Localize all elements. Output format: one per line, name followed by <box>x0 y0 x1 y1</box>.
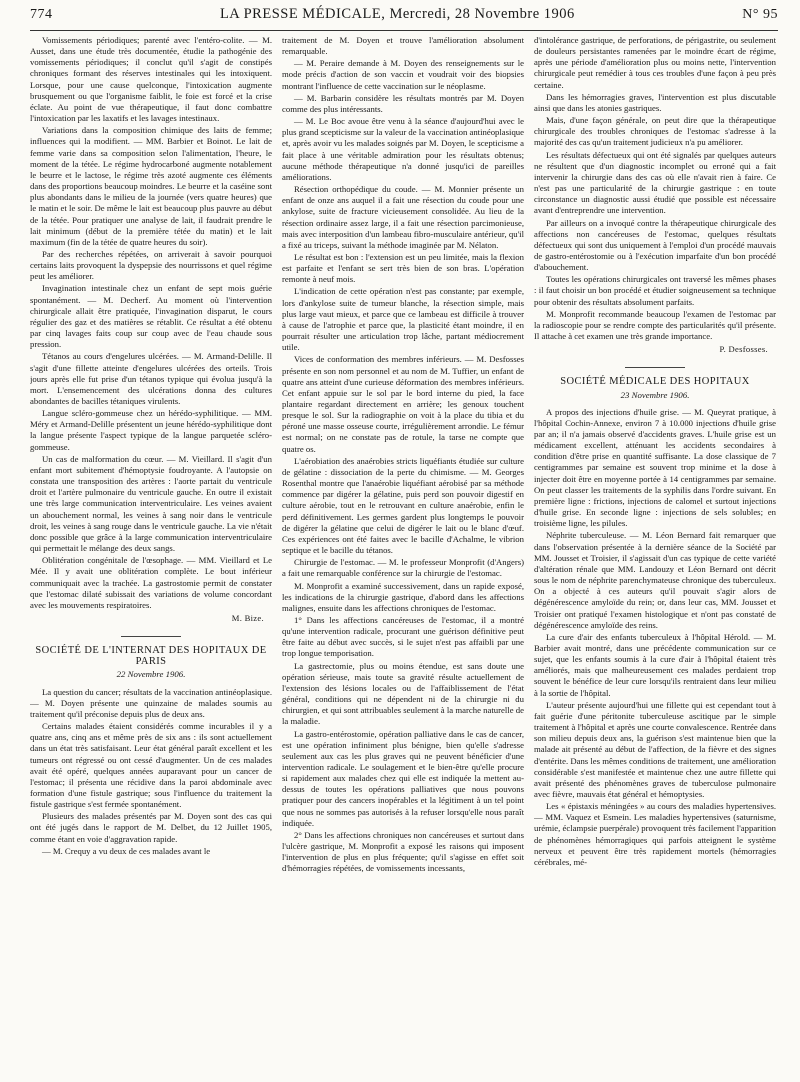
paragraph: 2° Dans les affections chroniques non cancéreuses et surtout dans l'ulcère gastrique, M. Monprofit a exposé les raisons qui imposent l'intervention de plus en plus fréquente; qu'il s'agisse en effet soit d'hémorragies répétées, de vomissements incessants, <box>282 829 524 874</box>
paragraph: Mais, d'une façon générale, on peut dire que la thérapeutique chirurgicale des troubles chroniques de l'estomac s'adresse à la majorité des cas qu'un traitement judicieux n'a pu améliorer. <box>534 115 776 148</box>
paragraph: Variations dans la composition chimique des laits de femme; influences qui la modifient. — MM. Barbier et Boinot. Le lait de femme varie dans sa composition selon l'alimentation, l'heure, le moment de la tétée. Le régime hydrocarboné augmente notablement le beurre et le lactose, le régime très azoté augmente ces éléments dans des proportions beaucoup moindres. Le beurre et la caséine sont plus abondants dans le milieu de la journée (vers quatre heures) que le matin et le soir. De même le lait est beaucoup plus pauvre au début de la tétée. Pour pratiquer une analyse de lait, il faudrait prendre le lait minimum (début de la première tétée du matin) et le lait maximum (fin de la tétée de quatre heures du soir). <box>30 125 272 247</box>
paragraph: Par des recherches répétées, on arriverait à savoir pourquoi certains laits provoquent la dyspepsie des nourrissons et quel régime peut les améliorer. <box>30 248 272 282</box>
section-heading: SOCIÉTÉ DE L'INTERNAT DES HOPITAUX DE PARIS <box>35 645 267 668</box>
paragraph: Les « épistaxis méningées » au cours des maladies hypertensives. — MM. Vaquez et Esmein. Les maladies hypertensives (saturnisme, urémie, éclampsie puerpérale) provoquent très facilement l'apparition de phénomènes hémorragiques qui parfois atteignent le système nerveux et peuvent être très rapidement mortels (hémorragies cérébrales, mé- <box>534 801 776 867</box>
section-header <box>534 367 776 400</box>
column-3 <box>534 35 776 1075</box>
paragraph: — M. Barbarin considère les résultats montrés par M. Doyen comme des plus intéressants. <box>282 92 524 114</box>
paragraph: Par ailleurs on a invoqué contre la thérapeutique chirurgicale des affections non cancéreuses de l'estomac, quelques résultats défectueux qui sont dus uniquement à l'emploi d'un procédé mauvais de gastro-entérostomie ou à l'exécution imparfaite d'un bon procédé d'abouchement. <box>534 217 776 273</box>
paragraph: — M. Crequy a vu deux de ces malades avant le <box>42 845 211 856</box>
paragraph: Un cas de malformation du cœur. — M. Vieillard. Il s'agit d'un enfant mort subitement d'hémoptysie foudroyante. A l'autopsie on constata une transposition des artères : l'aorte partait du ventricule droit et l'artère pulmonaire du ventricule gauche. En outre il existait une très large communication interventriculaire. Les veines avaient un abouchement normal, les veines à sang noir dans le ventricule droit, les veines à sang rouge dans le ventricule gauche. La vie n'était donc possible que grâce à la large communication interventriculaire qui permettait le mélange des deux sangs. <box>30 453 272 554</box>
column-2 <box>282 35 524 1075</box>
section-rule <box>121 636 181 637</box>
article-columns <box>30 35 778 1075</box>
paragraph: d'intolérance gastrique, de perforations, de périgastrite, ou seulement de douleurs persistantes ramenées par le moindre écart de régime, après une période d'amélioration plus ou moins nette, l'intervention chirurgicale peut remédier à tous ces troubles d'une façon à peu près certaine. <box>534 35 776 90</box>
paragraph: Dans les hémorragies graves, l'intervention est plus discutable ainsi que dans les atonies gastriques. <box>534 91 776 113</box>
paragraph: La cure d'air des enfants tuberculeux à l'hôpital Hérold. — M. Barbier avait montré, dans une précédente communication sur ce sujet, que les enfants soumis à la cure d'air à l'hôpital étaient très améliorés, mais que malheureusement ces malades perdaient trop souvent le bénéfice de leur cure lorsqu'ils rentraient dans leur milieu à la sortie de l'hôpital. <box>534 631 776 698</box>
paragraph: La gastro-entérostomie, opération palliative dans le cas de cancer, est une opération infiniment plus bénigne, bien qu'elle s'adresse seulement aux cas les plus graves qui ne peuvent bénéficier d'une intervention radicale. Le soulagement et le bien-être qu'elle procure si rapidement aux malades chez qui elle est indiquée la mettent au-dessus de toutes les opérations palliatives que nous pouvons pratiquer pour des cancers inopérables et la légitiment à un tel point que nous ne sommes pas autorisés à la refuser lorsqu'elle nous paraît indiquée. <box>282 728 524 828</box>
paragraph: Oblitération congénitale de l'œsophage. — MM. Vieillard et Le Mée. Il y avait une oblitération complète. Le bout inférieur communiquait avec la trachée. La gastrostomie permit de constater que l'estomac dilaté subissait des variations de volume concordant avec les mouvements respiratoires. <box>30 555 272 610</box>
column-1 <box>30 35 272 1075</box>
paragraph: M. Monprofit a examiné successivement, dans un rapide exposé, les indications de la chirurgie gastrique, d'abord dans les affections malignes, ensuite dans les affections chroniques de l'estomac. <box>282 580 524 613</box>
section-date: 22 Novembre 1906. <box>116 669 186 680</box>
page-number: 774 <box>30 7 53 22</box>
paragraph: Invagination intestinale chez un enfant de sept mois guérie spontanément. — M. Decherf. Au moment où l'intervention chirurgicale allait être pratiquée, l'invagination disparut, le cours régulier des gaz et des matières se rétablit. Ce résultat a été obtenu par cinq lavages faits coup sur coup avec de l'eau chaude sous pression. <box>30 283 272 350</box>
issue-number: N° 95 <box>742 7 778 22</box>
paragraph: Vomissements périodiques; parenté avec l'entéro-colite. — M. Ausset, dans une étude très documentée, étudie la pathogénie des vomissements périodiques; il conclut qu'il s'agit de constipés chroniques formant des réserves intestinales qui les intoxiquent. Lorsque, pour une cause quelconque, l'intoxication augmente brusquement ou que l'organisme faiblit, le foie est forcé et la crise éclate. Au point de vue thérapeutique, il faut donc combattre l'intoxication par les laxatifs et les lavages intestinaux. <box>30 35 272 124</box>
paragraph: Langue scléro-gommeuse chez un hérédo-syphilitique. — MM. Méry et Armand-Delille présentent un jeune hérédo-syphilitique dont la langue présente l'aspect typique de la langue parquetée scléro-gommeuse. <box>30 408 272 452</box>
paragraph: La gastrectomie, plus ou moins étendue, est sans doute une opération sérieuse, mais toute sa gravité résulte actuellement de l'extension des lésions locales ou de l'affaiblissement de l'état général, conditions qui ne dépendent ni de la chirurgie ni du chirurgien, et qui sont attribuables seulement à la marche naturelle de la maladie. <box>282 660 524 727</box>
author-signature: P. Desfosses. <box>719 344 768 355</box>
section-rule <box>625 367 685 368</box>
paragraph: — M. Peraire demande à M. Doyen des renseignements sur le mode précis d'action de son vaccin et voudrait voir des biopsies montrant l'influence de cette vaccination sur le néoplasme. <box>282 58 524 91</box>
paragraph: Les résultats défectueux qui ont été signalés par quelques auteurs ne résultent que d'un diagnostic incomplet ou erroné qui a fait intervenir la chirurgie dans des cas où elle n'avait rien à faire. Ce n'est pas une particularité de la chirurgie gastrique : en toute circonstance un diagnostic aussi étudié que possible est nécessaire avant d'entreprendre une intervention. <box>534 149 776 216</box>
paragraph: L'aérobiation des anaérobies stricts liquéfiants étudiée sur culture de gélatine : dissociation de la perte du chimisme. — M. Georges Rosenthal montre que l'anaérobie liquéfiant aérobisé par sa méthode commence par digérer la gélatine, puis perd son pouvoir digestif en culture aérobie, tout en le retrouvant en culture anaérobie, enfin le perd définitivement. Les germes gardent plus longtemps le pouvoir de digérer la gélatine que celui de digérer le lait ou le blanc d'œuf. Ces expériences ont été faites avec le bacille d'Achalme, le vibrion septique et le bacille du tétanos. <box>282 455 524 556</box>
paragraph: L'auteur présente aujourd'hui une fillette qui est cependant tout à fait guérie d'une péritonite tuberculeuse ascitique par le simple traitement à l'hôpital et après une courte convalescence. Rentrée dans son milieu depuis deux ans, la guérison s'est maintenue bien que la malade ait présenté au début de l'affection, de la fièvre et des signes d'entérite. Dans les mêmes conditions de traitement, une amélioration considérable s'est manifestée et maintenue chez une autre fillette qui avait présenté des phénomènes graves de tuberculose pulmonaire avec fièvre, mauvais état général et hémoptysies. <box>534 699 776 799</box>
journal-title: LA PRESSE MÉDICALE, Mercredi, 28 Novembre 1906 <box>219 6 575 22</box>
paragraph: Tétanos au cours d'engelures ulcérées. — M. Armand-Delille. Il s'agit d'une fillette atteinte d'engelures ulcérées des orteils. Trois jours après elle fut prise d'un tétanos typique qui évolua jusqu'à la mort. L'ensemencement des ulcérations donna des cultures abondantes de bacilles tétaniques virulents. <box>30 351 272 406</box>
paragraph: Plusieurs des malades présentés par M. Doyen sont des cas qui ont été jugés dans le rapport de M. Delbet, du 12 Juillet 1905, comme étant en voie d'aggravation rapide. <box>30 811 272 844</box>
paragraph: — M. Le Boc avoue être venu à la séance d'aujourd'hui avec le plus grand scepticisme sur la valeur de la vaccination antinéoplasique et, après avoir vu les malades soignés par M. Doyen, le scepticisme a fait place à une véritable admiration pour les résultats obtenus; aucune méthode thérapeutique n'a donné jusqu'ici de pareilles améliorations. <box>282 116 524 182</box>
paragraph: A propos des injections d'huile grise. — M. Queyrat pratique, à l'hôpital Cochin-Annexe, environ 7 à 10.000 injections d'huile grise par an; il n'a jamais observé d'accidents graves. L'huile grise est un médicament excellent, atténuant les accidents secondaires à condition d'être prise en quantité suffisante. La dose classique de 7 centigrammes par semaine est souvent trop minime et la dose à injecter doit être en moyenne portée à 14 centigrammes par semaine. On peut classer les traitements de la syphilis dans l'ordre suivant. En première ligne : frictions, injections de calomel et surtout injections d'huile grise. En seconde ligne : injections de sels solubles; en troisième ligne, les pilules. <box>534 406 776 529</box>
section-heading: SOCIÉTÉ MÉDICALE DES HOPITAUX <box>560 376 750 388</box>
section-header <box>30 636 272 680</box>
paragraph: Chirurgie de l'estomac. — M. le professeur Monprofit (d'Angers) a fait une remarquable conférence sur la chirurgie de l'estomac. <box>282 557 524 579</box>
paragraph: Vices de conformation des membres inférieurs. — M. Desfosses présente en son nom personnel et au nom de M. Tuffier, un enfant de quatre ans atteint d'une curieuse déformation des membres inférieurs. Cet enfant appuie sur le sol par le bord interne du pied, la face plantaire regardant directement en arrière; les genoux touchent presque le sol. Sur la radiographie on voit à la place du tibia et du péroné une masse osseuse courte, irrégulièrement arrondie. Le fémur est normal; on ne constate pas de rotule, la tarse ne compte que quatre os. <box>282 354 524 454</box>
paragraph: 1° Dans les affections cancéreuses de l'estomac, il a montré qu'une intervention radicale, procurant une guérison définitive peut être faite au début avec succès, si le sujet n'est pas affaibli par une trop longue temporisation. <box>282 614 524 659</box>
author-signature: M. Bize. <box>231 612 264 623</box>
paragraph: Résection orthopédique du coude. — M. Monnier présente un enfant de onze ans auquel il a fait une résection du coude pour une ankylose, suite de fracture vicieusement consolidée. Au lieu de la résection ordinaire assez large, il a fait une résection parcimonieuse, mais avec interposition d'un lambeau fibro-musculaire antérieur, qu'il a fixé au triceps, suivant la méthode imaginée par M. Nélaton. <box>282 184 524 250</box>
page-header <box>30 6 778 31</box>
paragraph: Le résultat est bon : l'extension est un peu limitée, mais la flexion est parfaite et l'enfant se sert très bien de son bras. L'opération remonte à neuf mois. <box>282 251 524 285</box>
paragraph: L'indication de cette opération n'est pas constante; par exemple, lors d'ankylose suite de tumeur blanche, la résection simple, mais plus large vaut mieux, et parce que ce lambeau est difficile à trouver à cause de l'atrophie et parce que, la plasticité étant moindre, il en pourrait résulter une articulation trop lâche, partant médiocrement utile. <box>282 286 524 353</box>
paragraph: Certains malades étaient considérés comme incurables il y a quatre ans, cinq ans et même près de six ans : ils sont actuellement dans un état très satisfaisant. Leur état général paraît excellent et les tumeurs ont régressé ou ont cessé d'augmenter. Un de ces malades avait été opéré, quelques années auparavant pour un cancer de l'estomac; il présenta une récidive dans la paroi abdominale avec formation d'une fistule gastrique; sous l'influence du traitement la fistule gastrique s'est fermée spontanément. <box>30 721 272 810</box>
paragraph: M. Monprofit recommande beaucoup l'examen de l'estomac par la radioscopie pour se rendre compte des particularités qu'il présente. Il attache à cet examen une très grande importance. <box>534 308 776 342</box>
paragraph: Néphrite tuberculeuse. — M. Léon Bernard fait remarquer que dans l'observation présentée à la dernière séance de la Société par MM. Jousset et Troisier, il s'agissait d'un cas typique de cette variété d'altération rénale que MM. Landouzy et Léon Bernard ont décrit sous le nom de néphrite parenchymateuse chronique des tuberculeux. On a objecté à ces auteurs qu'il pouvait s'agir alors de dégénérescence amyloïde du rein; or, dans leur cas, MM. Jousset et Troisier ont pratiqué l'examen histologique et n'ont pas constaté de dégénérescence amyloïde des reins. <box>534 530 776 630</box>
section-date: 23 Novembre 1906. <box>620 389 690 400</box>
paragraph: La question du cancer; résultats de la vaccination antinéoplasique. — M. Doyen présente une quinzaine de malades soumis au traitement qu'il préconise depuis plus de deux ans. <box>30 686 272 719</box>
paragraph: traitement de M. Doyen et trouve l'amélioration absolument remarquable. <box>282 35 524 57</box>
paragraph: Toutes les opérations chirurgicales ont traversé les mêmes phases : il faut choisir un bon procédé et étudier soigneusement sa technique pour obtenir des résultats absolument parfaits. <box>534 274 776 307</box>
